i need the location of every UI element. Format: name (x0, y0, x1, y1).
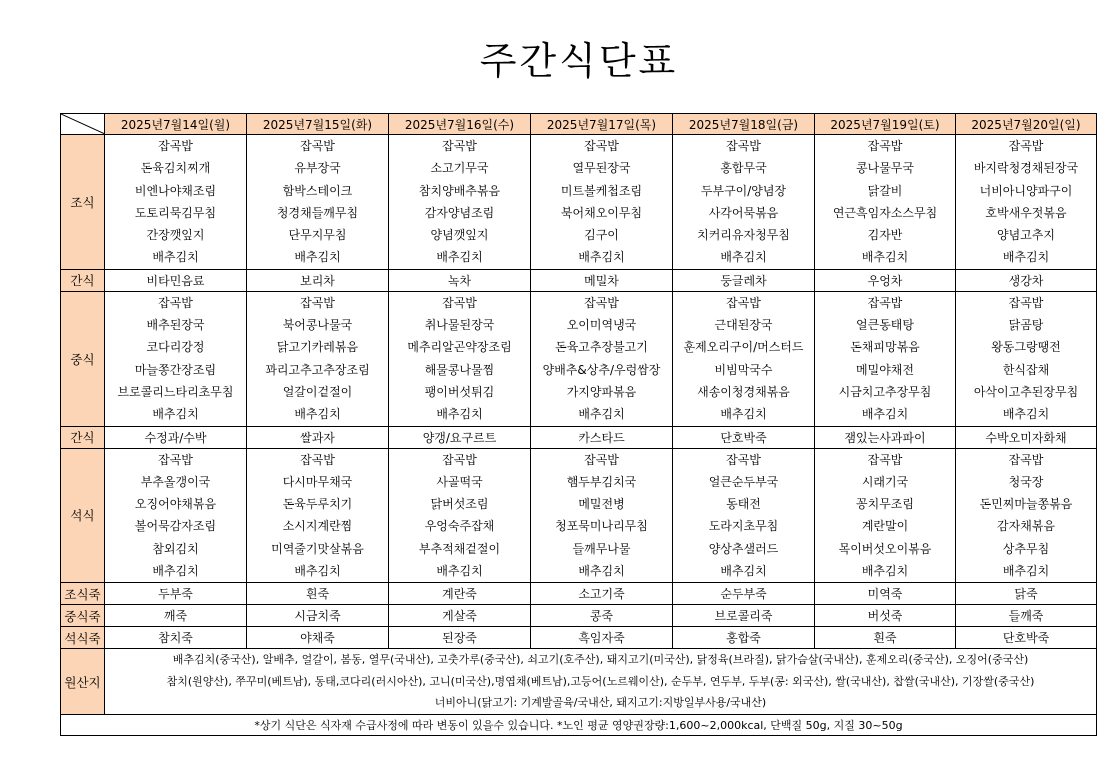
menu-item: 메추리알곤약장조림 (407, 340, 512, 355)
menu-item: 참치양배추볶음 (418, 183, 501, 198)
menu-item: 양념깻잎지 (430, 228, 489, 243)
menu-item: 단무지무침 (288, 228, 347, 243)
menu-item: 잡곡밥 (442, 452, 477, 467)
menu-item: 배추김치 (294, 407, 341, 422)
menu-item: 도토리묵김무침 (134, 205, 217, 220)
lunch-cell (815, 291, 956, 426)
menu-item: 훈제오리구이/머스터드 (683, 340, 804, 355)
page-title: 주간식단표 (479, 39, 679, 83)
menu-item: 잡곡밥 (726, 139, 761, 153)
menu-item: 시래기국 (861, 474, 909, 489)
breakfast-cell (956, 135, 1097, 270)
menu-item: 잡곡밥 (584, 295, 619, 310)
menu-item: 왕동그랑땡전 (991, 340, 1061, 355)
origin-line: 배추김치(중국산), 알배추, 얼갈이, 봄동, 열무(국내산), 고춧가루(중국산), 쇠고기(호주산), 돼지고기(미국산), 닭정육(브라질), 닭가슴살(국내산), 훈제오리(중국산), 오징어(중국산) (172, 653, 1029, 667)
origin-line: 참치(원양산), 쭈꾸미(베트남), 동태,코다리(러시아산), 고니(미국산),명엽채(베트남),고등어(노르웨이산), 순두부, 연두부, 두부(콩: 외국산), 쌀(국내산), 찹쌀(국내산), 기장쌀(중국산) (166, 674, 1035, 688)
porridge-item: 브로콜리죽 (673, 605, 815, 627)
snack-item: 잼있는사과파이 (815, 426, 956, 448)
snack-item: 수정과/수박 (105, 426, 247, 448)
menu-item: 잡곡밥 (867, 452, 903, 467)
day-header: 2025년7월18일(금) (673, 114, 815, 135)
menu-item: 북어콩나물국 (282, 318, 353, 333)
menu-item: 비빔막국수 (714, 362, 773, 377)
porridge-item: 단호박죽 (956, 627, 1097, 649)
menu-item: 청포묵미나리무침 (555, 519, 648, 534)
menu-item: 얼갈이겉절이 (282, 384, 353, 399)
menu-item: 잡곡밥 (726, 452, 761, 467)
menu-item: 가지양파볶음 (566, 384, 637, 399)
menu-item: 잡곡밥 (158, 295, 193, 310)
menu-item: 메밀야채전 (856, 362, 914, 377)
menu-item: 돈육두루치기 (282, 497, 353, 512)
snack-item: 수박오미자화채 (956, 426, 1097, 448)
menu-item: 도라지초무침 (708, 519, 779, 534)
dinner-cell (105, 448, 247, 583)
menu-item: 닭버섯조림 (430, 497, 489, 512)
breakfast-cell (815, 135, 956, 270)
dinner-cell (389, 448, 531, 583)
origin-label: 원산지 (61, 649, 105, 715)
snack-item: 메밀차 (531, 269, 673, 291)
footnote: *상기 식단은 식자재 수급사정에 따라 변동이 있을수 있습니다. *노인 평균 영양권장량:1,600~2,000kcal, 단백질 50g, 지질 30~50g (61, 714, 1097, 735)
porridge-item: 시금치죽 (247, 605, 389, 627)
menu-item: 돈육김치찌개 (140, 161, 211, 176)
snack-item: 단호박죽 (673, 426, 815, 448)
snack-item: 우엉차 (815, 269, 956, 291)
menu-item: 해물콩나물찜 (424, 362, 495, 377)
porridge-item: 야채죽 (247, 627, 389, 649)
porridge-row (61, 627, 1097, 649)
menu-item: 미트볼케첩조림 (560, 183, 643, 198)
snack-item: 비타민음료 (105, 269, 247, 291)
day-header: 2025년7월14일(월) (105, 114, 247, 135)
menu-item: 배추김치 (720, 407, 767, 422)
menu-item: 잡곡밥 (867, 139, 903, 153)
porridge-item: 미역죽 (815, 583, 956, 605)
menu-item: 꽁치무조림 (856, 497, 914, 512)
origin-line: 너비아니(닭고기: 기계발골육/국내산, 돼지고기:지방일부사용/국내산) (434, 696, 767, 710)
menu-item: 열무된장국 (572, 161, 631, 176)
menu-item: 배추김치 (720, 564, 767, 579)
menu-item: 배추김치 (152, 407, 199, 422)
weekly-menu-table (60, 113, 1097, 736)
menu-item: 잡곡밥 (1008, 452, 1044, 467)
menu-item: 브로콜리느타리초무침 (117, 384, 234, 399)
snack-item: 카스타드 (531, 426, 673, 448)
menu-item: 팽이버섯튀김 (424, 384, 495, 399)
day-header: 2025년7월17일(목) (531, 114, 673, 135)
porridge-item: 홍합죽 (673, 627, 815, 649)
menu-item: 배추김치 (720, 250, 767, 265)
breakfast-cell (247, 135, 389, 270)
menu-item: 배추김치 (436, 407, 483, 422)
menu-item: 아삭이고추된장무침 (973, 384, 1079, 399)
menu-item: 부추적채겉절이 (418, 541, 501, 556)
porridge-item: 된장죽 (389, 627, 531, 649)
porridge-item: 순두부죽 (673, 583, 815, 605)
menu-item: 상추무침 (1002, 541, 1050, 556)
menu-item: 코다리강정 (146, 340, 205, 355)
day-header: 2025년7월16일(수) (389, 114, 531, 135)
menu-item: 목이버섯오이볶음 (838, 541, 932, 556)
menu-item: 북어채오이무침 (560, 205, 643, 220)
breakfast-row (61, 135, 1097, 270)
menu-item: 양상추샐러드 (708, 541, 779, 556)
porridge-label: 조식죽 (61, 583, 105, 605)
menu-item: 잡곡밥 (300, 295, 335, 310)
menu-item: 배추된장국 (146, 318, 205, 333)
menu-item: 햄두부김치국 (566, 474, 637, 489)
menu-item: 돈육고추장불고기 (555, 340, 648, 355)
menu-item: 잡곡밥 (300, 452, 335, 467)
porridge-item: 게살죽 (389, 605, 531, 627)
menu-item: 양념고추지 (997, 228, 1055, 243)
porridge-item: 콩죽 (531, 605, 673, 627)
menu-item: 잡곡밥 (867, 295, 903, 310)
menu-item: 얼큰동태탕 (856, 318, 914, 333)
menu-item: 치커리유자청무침 (697, 228, 790, 243)
porridge-item: 흰죽 (247, 583, 389, 605)
snack-item: 양갱/요구르트 (389, 426, 531, 448)
porridge-item: 깨죽 (105, 605, 247, 627)
menu-item: 김자반 (867, 228, 903, 243)
lunch-cell (105, 291, 247, 426)
meal-label-breakfast: 조식 (61, 135, 105, 270)
menu-item: 마늘쫑간장조림 (134, 362, 217, 377)
footnote-row (61, 714, 1097, 735)
dinner-cell (531, 448, 673, 583)
menu-item: 배추김치 (1002, 250, 1050, 265)
diagonal-line (61, 114, 105, 134)
menu-item: 배추김치 (436, 564, 483, 579)
lunch-cell (389, 291, 531, 426)
menu-item: 너비아니양파구이 (979, 183, 1073, 198)
menu-item: 들깨무나물 (572, 541, 631, 556)
menu-item: 닭곰탕 (1008, 318, 1044, 333)
menu-item: 배추김치 (861, 564, 909, 579)
menu-item: 잡곡밥 (584, 452, 619, 467)
menu-item: 잡곡밥 (442, 295, 477, 310)
menu-item: 참외김치 (152, 541, 199, 556)
menu-item: 배추김치 (152, 564, 199, 579)
menu-item: 배추김치 (294, 564, 341, 579)
menu-item: 콩나물무국 (856, 161, 914, 176)
snack-item: 보리차 (247, 269, 389, 291)
menu-item: 소시지계란찜 (282, 519, 353, 534)
lunch-row (61, 291, 1097, 426)
menu-item: 우엉숙주잡채 (424, 519, 495, 534)
menu-item: 배추김치 (1002, 407, 1050, 422)
menu-item: 배추김치 (294, 250, 341, 265)
menu-item: 양배추&상추/우렁쌈장 (542, 362, 661, 377)
dinner-row (61, 448, 1097, 583)
snack2-row (61, 426, 1097, 448)
porridge-row (61, 583, 1097, 605)
menu-item: 잡곡밥 (300, 139, 335, 153)
porridge-label: 석식죽 (61, 627, 105, 649)
corner-cell (61, 114, 105, 135)
menu-item: 한식잡채 (1002, 362, 1050, 377)
porridge-item: 닭죽 (956, 583, 1097, 605)
snack-item: 둥글레차 (673, 269, 815, 291)
menu-item: 바지락청경채된장국 (973, 161, 1079, 176)
menu-item: 잡곡밥 (158, 452, 193, 467)
menu-item: 메밀전병 (578, 497, 625, 512)
menu-item: 근대된장국 (714, 318, 773, 333)
day-header: 2025년7월15일(화) (247, 114, 389, 135)
menu-item: 돈채피망볶음 (850, 340, 920, 355)
menu-item: 감자양념조림 (424, 205, 495, 220)
meal-label-snack: 간식 (61, 426, 105, 448)
menu-item: 사골떡국 (436, 474, 483, 489)
menu-item: 볼어묵감자조림 (134, 519, 217, 534)
menu-item: 함박스테이크 (282, 183, 353, 198)
menu-item: 꽈리고추고추장조림 (265, 362, 370, 377)
porridge-item: 들깨죽 (956, 605, 1097, 627)
breakfast-cell (105, 135, 247, 270)
menu-item: 간장깻잎지 (146, 228, 205, 243)
menu-item: 청국장 (1008, 474, 1044, 489)
menu-item: 배추김치 (861, 250, 909, 265)
dinner-cell (956, 448, 1097, 583)
lunch-cell (247, 291, 389, 426)
porridge-item: 두부죽 (105, 583, 247, 605)
porridge-item: 계란죽 (389, 583, 531, 605)
menu-item: 배추김치 (578, 407, 625, 422)
menu-item: 사각어묵볶음 (708, 205, 779, 220)
menu-item: 배추김치 (1002, 564, 1050, 579)
menu-item: 김구이 (584, 228, 619, 243)
menu-item: 소고기무국 (430, 161, 489, 176)
menu-item: 잡곡밥 (1008, 295, 1044, 310)
menu-item: 다시마무채국 (282, 474, 353, 489)
porridge-row (61, 605, 1097, 627)
dinner-cell (673, 448, 815, 583)
menu-item: 잡곡밥 (726, 295, 761, 310)
day-header: 2025년7월19일(토) (815, 114, 956, 135)
lunch-cell (673, 291, 815, 426)
porridge-label: 중식죽 (61, 605, 105, 627)
origin-row (61, 649, 1097, 715)
breakfast-cell (389, 135, 531, 270)
dinner-cell (247, 448, 389, 583)
breakfast-cell (531, 135, 673, 270)
header-row (61, 114, 1097, 135)
menu-item: 동태전 (726, 497, 761, 512)
menu-item: 얼큰순두부국 (708, 474, 779, 489)
menu-item: 유부장국 (294, 161, 341, 176)
menu-item: 계란말이 (861, 519, 909, 534)
menu-item: 감자채볶음 (997, 519, 1055, 534)
menu-item: 배추김치 (436, 250, 483, 265)
menu-item: 청경채들깨무침 (276, 205, 359, 220)
dinner-cell (815, 448, 956, 583)
day-header: 2025년7월20일(일) (956, 114, 1097, 135)
porridge-item: 소고기죽 (531, 583, 673, 605)
menu-item: 홍합무국 (720, 161, 767, 176)
menu-item: 잡곡밥 (584, 139, 619, 153)
lunch-cell (531, 291, 673, 426)
breakfast-cell (673, 135, 815, 270)
porridge-item: 참치죽 (105, 627, 247, 649)
menu-item: 닭고기카레볶음 (276, 340, 359, 355)
menu-item: 비엔나야채조림 (134, 183, 217, 198)
menu-item: 잡곡밥 (1008, 139, 1044, 153)
snack-item: 생강차 (956, 269, 1097, 291)
menu-item: 잡곡밥 (158, 139, 193, 153)
menu-item: 시금치고추장무침 (838, 384, 932, 399)
snack1-row (61, 269, 1097, 291)
menu-item: 돈민찌마늘쫑볶음 (979, 497, 1073, 512)
menu-item: 호박새우젓볶음 (985, 205, 1067, 220)
menu-item: 잡곡밥 (442, 139, 477, 153)
menu-item: 두부구이/양념장 (700, 183, 787, 198)
menu-item: 배추김치 (578, 564, 625, 579)
snack-item: 녹차 (389, 269, 531, 291)
menu-item: 연근흑임자소스무침 (832, 205, 938, 220)
porridge-item: 버섯죽 (815, 605, 956, 627)
porridge-item: 흑임자죽 (531, 627, 673, 649)
snack-item: 쌀과자 (247, 426, 389, 448)
menu-item: 배추김치 (152, 250, 199, 265)
origin-text (105, 649, 1097, 715)
meal-label-lunch: 중식 (61, 291, 105, 426)
menu-item: 닭갈비 (867, 183, 903, 198)
meal-label-dinner: 석식 (61, 448, 105, 583)
menu-item: 오징어야채볶음 (134, 497, 217, 512)
lunch-cell (956, 291, 1097, 426)
menu-item: 취나물된장국 (424, 318, 495, 333)
porridge-item: 흰죽 (815, 627, 956, 649)
menu-item: 부추올갱이국 (140, 474, 211, 489)
menu-item: 새송이청경채볶음 (697, 384, 790, 399)
menu-item: 오이미역냉국 (566, 318, 637, 333)
menu-item: 배추김치 (578, 250, 625, 265)
menu-item: 배추김치 (861, 407, 909, 422)
meal-label-snack: 간식 (61, 269, 105, 291)
menu-item: 미역줄기맛살볶음 (271, 541, 364, 556)
